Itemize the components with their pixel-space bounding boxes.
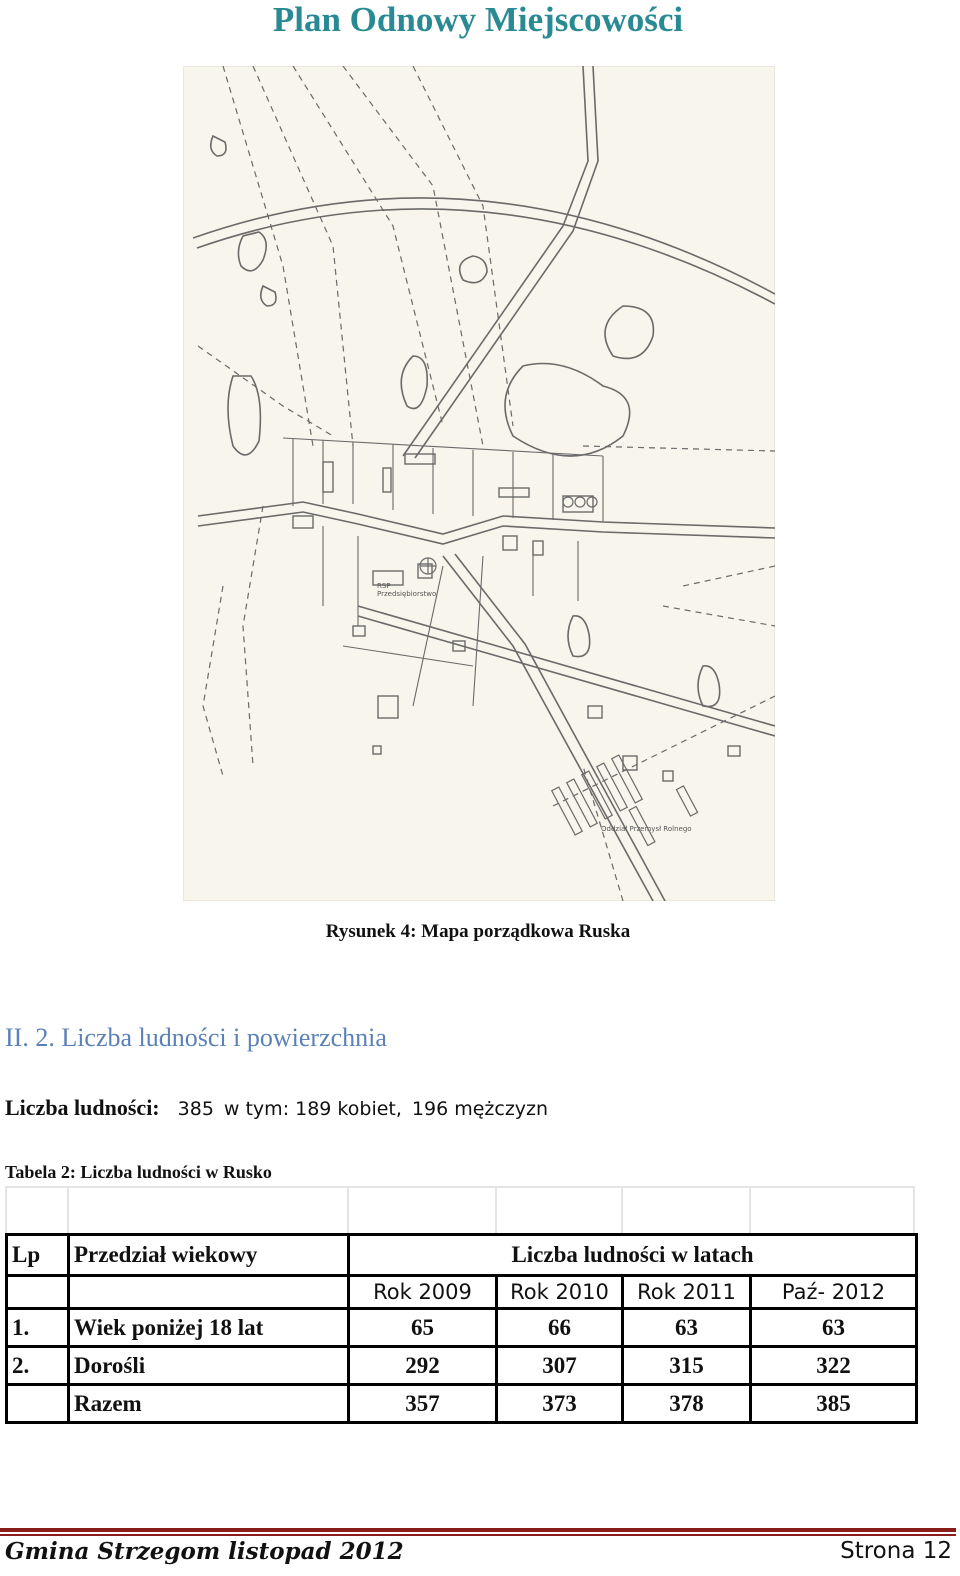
map-label-rsp: RSP xyxy=(377,582,391,590)
row-value: 378 xyxy=(623,1385,751,1423)
header-age-range: Przedział wiekowy xyxy=(69,1235,349,1276)
table-title: Tabela 2: Liczba ludności w Rusko xyxy=(5,1162,272,1182)
years-row-blank xyxy=(7,1276,69,1309)
map-label-enterprise: Przedsiębiorstwo xyxy=(377,590,437,598)
row-value: 322 xyxy=(751,1347,917,1385)
row-lp xyxy=(7,1385,69,1423)
footer-divider xyxy=(0,1534,956,1536)
population-women: w tym: 189 kobiet, xyxy=(223,1098,402,1120)
page-title: Plan Odnowy Miejscowości xyxy=(272,0,684,39)
table-row xyxy=(7,1385,917,1423)
page-number: Strona 12 xyxy=(840,1538,952,1564)
row-label: Dorośli xyxy=(69,1347,349,1385)
table-row xyxy=(7,1347,917,1385)
footer-divider xyxy=(0,1528,956,1532)
row-value: 307 xyxy=(497,1347,623,1385)
table-ghost-row xyxy=(5,1186,915,1233)
row-value: 357 xyxy=(349,1385,497,1423)
row-value: 292 xyxy=(349,1347,497,1385)
population-total: 385 xyxy=(177,1098,214,1120)
row-label: Wiek poniżej 18 lat xyxy=(69,1309,349,1347)
header-lp: Lp xyxy=(7,1235,69,1276)
header-years-group: Liczba ludności w latach xyxy=(349,1235,917,1276)
row-value: 63 xyxy=(751,1309,917,1347)
row-value: 66 xyxy=(497,1309,623,1347)
table-header-row xyxy=(7,1235,917,1276)
figure-caption: Rysunek 4: Mapa porządkowa Ruska xyxy=(325,921,631,942)
population-table xyxy=(5,1233,918,1424)
year-2010: Rok 2010 xyxy=(497,1276,623,1309)
population-summary xyxy=(5,1095,558,1121)
population-men: 196 mężczyzn xyxy=(411,1098,549,1120)
row-value: 65 xyxy=(349,1309,497,1347)
population-label: Liczba ludności: xyxy=(5,1095,160,1120)
year-2009: Rok 2009 xyxy=(349,1276,497,1309)
table-years-row xyxy=(7,1276,917,1309)
row-value: 373 xyxy=(497,1385,623,1423)
footer-left-text: Gmina Strzegom listopad 2012 xyxy=(5,1538,404,1565)
village-map xyxy=(183,66,775,901)
years-row-blank xyxy=(69,1276,349,1309)
row-lp: 1. xyxy=(7,1309,69,1347)
row-value: 315 xyxy=(623,1347,751,1385)
row-value: 63 xyxy=(623,1309,751,1347)
year-2012: Paź- 2012 xyxy=(751,1276,917,1309)
row-value: 385 xyxy=(751,1385,917,1423)
row-lp: 2. xyxy=(7,1347,69,1385)
row-label: Razem xyxy=(69,1385,349,1423)
map-label-farm: Oddział Przemysł Rolnego xyxy=(601,825,692,833)
section-heading: II. 2. Liczba ludności i powierzchnia xyxy=(5,1023,387,1052)
year-2011: Rok 2011 xyxy=(623,1276,751,1309)
table-row xyxy=(7,1309,917,1347)
